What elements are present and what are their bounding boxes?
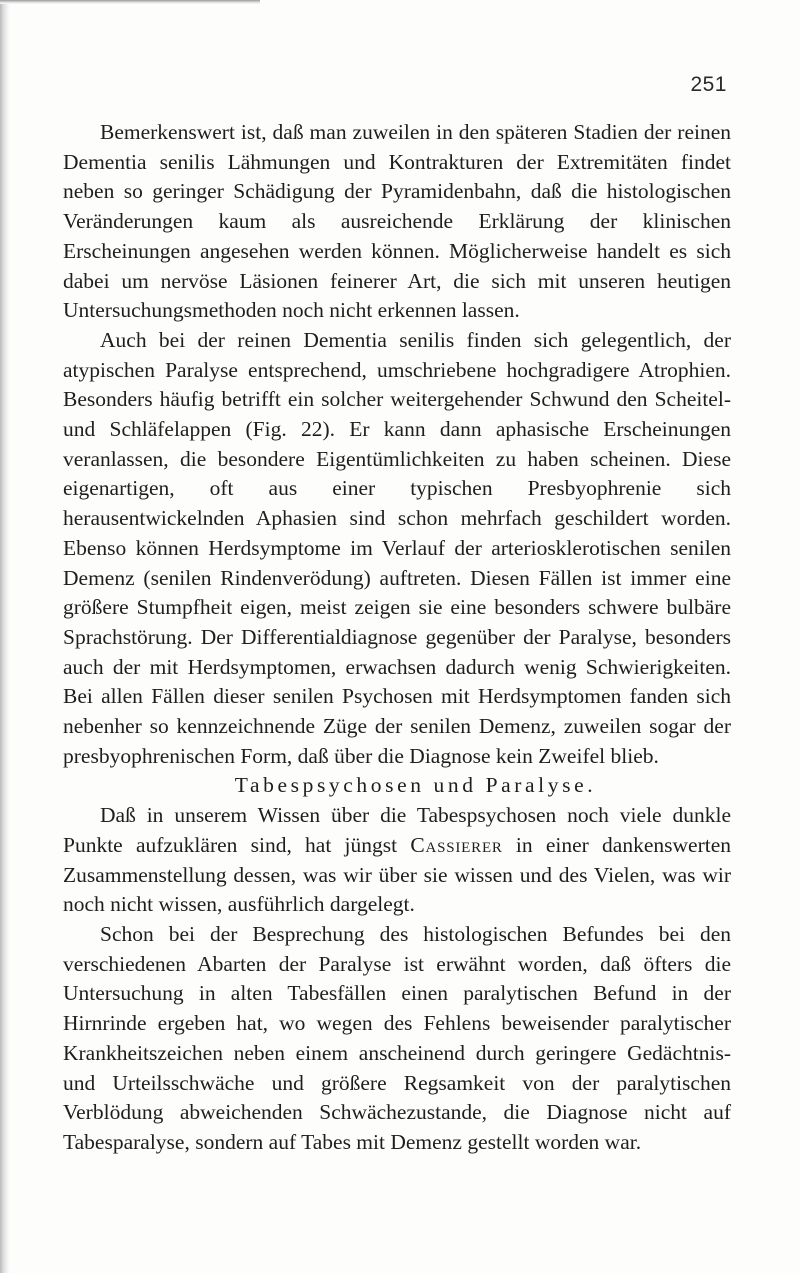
page-top-edge — [0, 0, 260, 4]
author-name: Cassierer — [410, 832, 503, 857]
section-heading: Tabespsychosen und Paralyse. — [234, 773, 597, 798]
paragraph-3 — [63, 801, 731, 920]
page-number: 251 — [690, 73, 727, 96]
paragraph-3-text-start: Daß in unserem Wissen über die Tabespsychosen noch viele dunkle Punkte aufzuklären sind, hat jüngst — [63, 803, 731, 857]
page-binding-edge — [0, 0, 10, 1273]
paragraph-2: Auch bei der reinen Dementia senilis finden sich gelegentlich, der atypischen Paralyse entsprechend, umschriebene hochgradigere Atrophien. Besonders häufig betrifft ein solcher weitergehender Schwund den Scheitel- und Schläfelappen (Fig. 22). Er kann dann aphasische Erscheinungen veranlassen, die besondere Eigentümlichkeiten zu haben scheinen. Diese eigenartigen, oft aus einer typischen Presbyophrenie sich herausentwickelnden Aphasien sind schon mehrfach geschildert worden. Ebenso können Herdsymptome im Verlauf der arteriosklerotischen senilen Demenz (senilen Rindenverödung) auftreten. Diesen Fällen ist immer eine größere Stumpfheit eigen, meist zeigen sie eine besonders schwere bulbäre Sprachstörung. Der Differentialdiagnose gegenüber der Paralyse, besonders auch der mit Herdsymptomen, erwachsen dadurch wenig Schwierigkeiten. Bei allen Fällen dieser senilen Psychosen mit Herdsymptomen fanden sich nebenher so kennzeichnende Züge der senilen Demenz, zuweilen sogar der presbyophrenischen Form, daß über die Diagnose kein Zweifel blieb. — [63, 327, 731, 768]
paragraph-4: Schon bei der Besprechung des histologischen Befundes bei den verschiedenen Abarten der Paralyse ist erwähnt worden, daß öfters die Untersuchung in alten Tabesfällen einen paralytischen Befund in der Hirnrinde ergeben hat, wo wegen des Fehlens beweisender paralytischer Krankheitszeichen neben einem anscheinend durch geringere Gedächtnis- und Urteilsschwäche und größere Regsamkeit von der paralytischen Verblödung abweichenden Schwächezustande, die Diagnose nicht auf Tabesparalyse, sondern auf Tabes mit Demenz gestellt worden war. — [63, 921, 731, 1154]
body-text — [63, 118, 731, 1158]
paragraph-1: Bemerkenswert ist, daß man zuweilen in den späteren Stadien der reinen Dementia senilis Lähmungen und Kontrakturen der Extremitäten findet neben so geringer Schädigung der Pyramidenbahn, daß die histologischen Veränderungen kaum als ausreichende Erklärung der klinischen Erscheinungen angesehen werden können. Möglicherweise handelt es sich dabei um nervöse Läsionen feinerer Art, die sich mit unseren heutigen Untersuchungsmethoden noch nicht erkennen lassen. — [63, 120, 731, 323]
paragraph-3-text-end: in einer dankenswerten Zusammenstellung dessen, was wir über sie wissen und des Vielen, was wir noch nicht wissen, ausführlich dargelegt. — [63, 832, 732, 917]
